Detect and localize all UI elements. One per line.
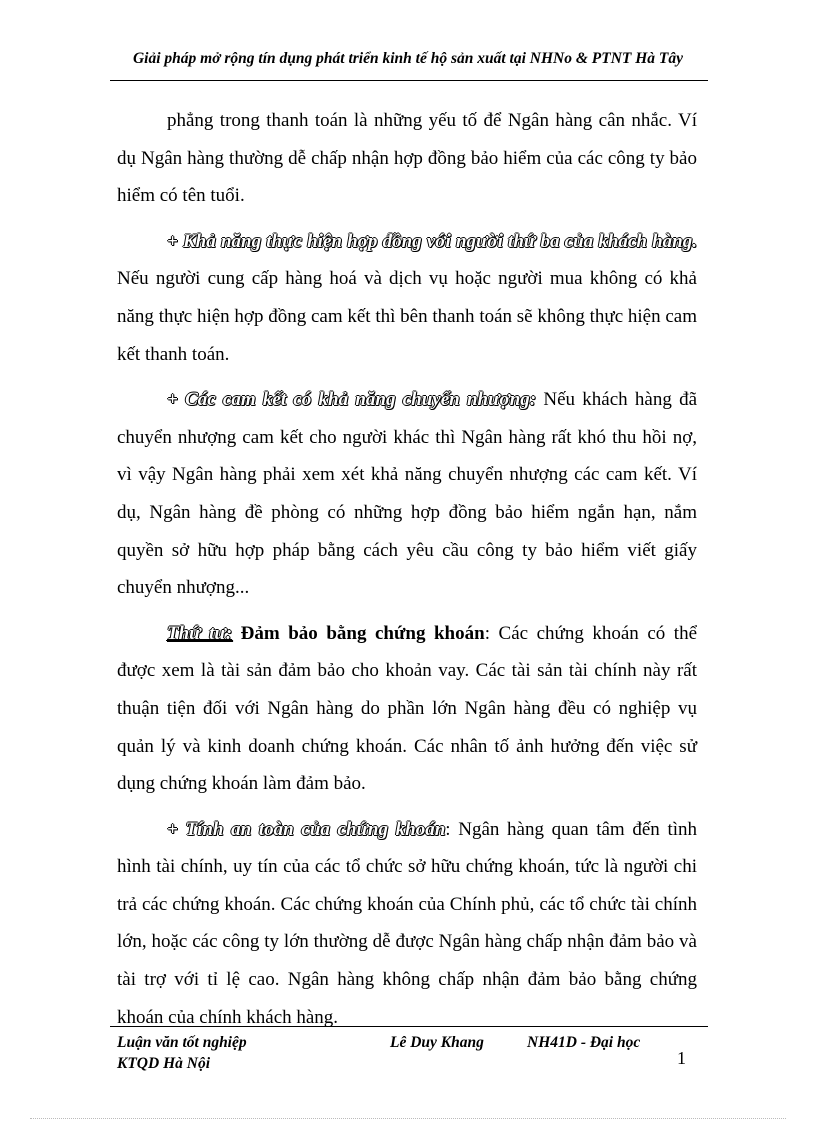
header-rule xyxy=(110,80,708,81)
paragraph-3-text: Nếu khách hàng đã chuyển nhượng cam kết cho người khác thì Ngân hàng rất khó thu hồi nợ, vì vậy Ngân hàng phải xem xét khả năng chuyển nhượng các cam kết. Ví dụ, Ngân hàng đề phòng có những hợp đồng bảo hiểm ngắn hạn, nắm quyền sở hữu hợp pháp bằng cách yêu cầu công ty bảo hiểm viết giấy chuyển nhượng... xyxy=(117,389,697,599)
paragraph-2-text: Nếu người cung cấp hàng hoá và dịch vụ hoặc người mua không có khả năng thực hiện hợp đồng cam kết thì bên thanh toán sẽ không thực hiện cam kết thanh toán. xyxy=(117,268,697,365)
paragraph-4 xyxy=(117,615,697,803)
paragraph-4-text: : Các chứng khoán có thể được xem là tài sản đảm bảo cho khoản vay. Các tài sản tài chính này rất thuận tiện đối với Ngân hàng do phần lớn Ngân hàng đều có nghiệp vụ quản lý và kinh doanh chứng khoán. Các nhân tố ảnh hưởng đến việc sử dụng chứng khoán làm đảm bảo. xyxy=(117,622,698,795)
footer-rule xyxy=(110,1026,708,1027)
page-header-title: Giải pháp mở rộng tín dụng phát triển kinh tế hộ sản xuất tại NHNo & PTNT Hà Tây xyxy=(132,50,684,67)
footer-class: NH41D - Đại học xyxy=(527,1034,641,1051)
page-bottom-dotted-border xyxy=(30,1118,786,1119)
paragraph-5 xyxy=(117,811,697,1037)
paragraph-2 xyxy=(117,223,697,373)
embossed-heading-securities-safety: + Tính an toàn của chứng khoán xyxy=(167,818,446,840)
footer-thesis-label: Luận văn tốt nghiệp xyxy=(117,1034,247,1051)
embossed-heading-transferable-commitments: + Các cam kết có khả năng chuyển nhượng: xyxy=(167,389,537,411)
footer-university-label: KTQD Hà Nội xyxy=(117,1055,210,1072)
section-label-fourth: Thứ tư: xyxy=(167,622,233,644)
section-title-securities-collateral: Đảm bảo bằng chứng khoán xyxy=(232,622,485,644)
footer-author: Lê Duy Khang xyxy=(390,1034,484,1051)
page-number: 1 xyxy=(677,1048,686,1068)
document-body xyxy=(117,102,697,1036)
paragraph-3 xyxy=(117,381,697,607)
embossed-heading-contract-performance: + Khả năng thực hiện hợp đồng với người thứ ba của khách hàng. xyxy=(167,230,697,252)
paragraph-5-text: : Ngân hàng quan tâm đến tình hình tài chính, uy tín của các tổ chức sở hữu chứng khoán, tức là người chi trả các chứng khoán. Các chứng khoán của Chính phủ, các tổ chức tài chính lớn, hoặc các công ty lớn thường dễ được Ngân hàng chấp nhận đảm bảo và tài trợ với tỉ lệ cao. Ngân hàng không chấp nhận đảm bảo bằng chứng khoán của chính khách hàng. xyxy=(117,818,697,1028)
paragraph-1: phẳng trong thanh toán là những yếu tố để Ngân hàng cân nhắc. Ví dụ Ngân hàng thường dễ chấp nhận hợp đồng bảo hiểm của các công ty bảo hiểm có tên tuổi. xyxy=(117,110,697,207)
